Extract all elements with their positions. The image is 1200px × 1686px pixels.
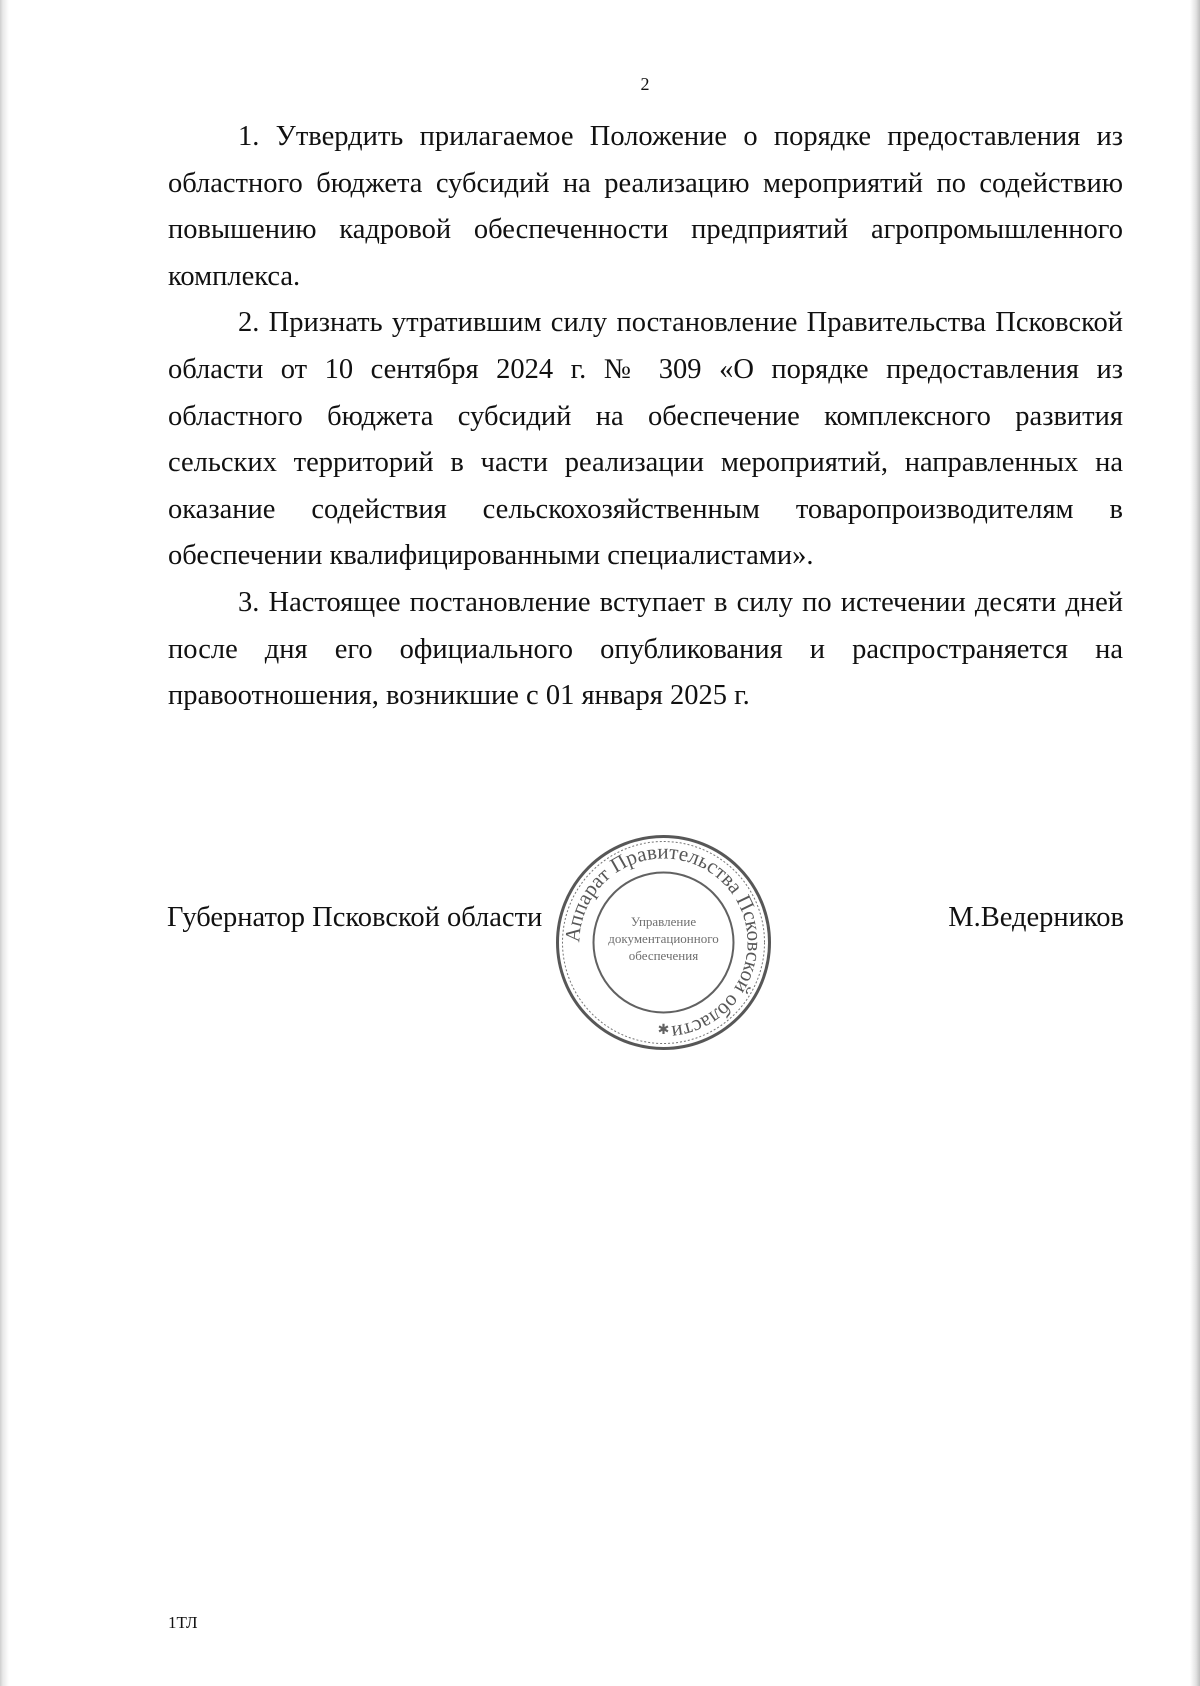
- seal-center-line-3: обеспечения: [628, 948, 699, 963]
- seal-ring-text: Аппарат Правительства Псковской области: [560, 839, 767, 1046]
- seal-center-line-1: Управление: [630, 914, 697, 929]
- document-body: [168, 114, 1123, 720]
- official-seal-stamp: [550, 829, 777, 1056]
- scan-edge-right: [1190, 0, 1200, 1686]
- footer-code: 1ТЛ: [168, 1613, 198, 1632]
- signatory-name: М.Ведерников: [948, 902, 1124, 933]
- paragraph-1: 1. Утвердить прилагаемое Положение о порядке предоставления из областного бюджета субсидий на реализацию мероприятий по содействию повышению кадровой обеспеченности предприятий агропромышленного комплекса.: [168, 121, 1123, 292]
- scan-edge-left: [0, 0, 9, 1686]
- seal-star-icon: ✱: [657, 1022, 670, 1038]
- seal-center-line-2: документационного: [608, 931, 719, 946]
- paragraph-3: 3. Настоящее постановление вступает в силу по истечении десяти дней после дня его официального опубликования и распространяется на правоотношения, возникшие с 01 января 2025 г.: [168, 586, 1123, 712]
- page-number: 2: [640, 74, 650, 94]
- signatory-position: Губернатор Псковской области: [167, 902, 543, 933]
- paragraph-2: 2. Признать утратившим силу постановление Правительства Псковской области от 10 сентября 2024 г. № 309 «О порядке предоставления из областного бюджета субсидий на обеспечение комплексного развития сельских территорий в части реализации мероприятий, направленных на оказание содействия сельскохозяйственным товаропроизводителям в обеспечении квалифицированными специалистами».: [168, 307, 1123, 572]
